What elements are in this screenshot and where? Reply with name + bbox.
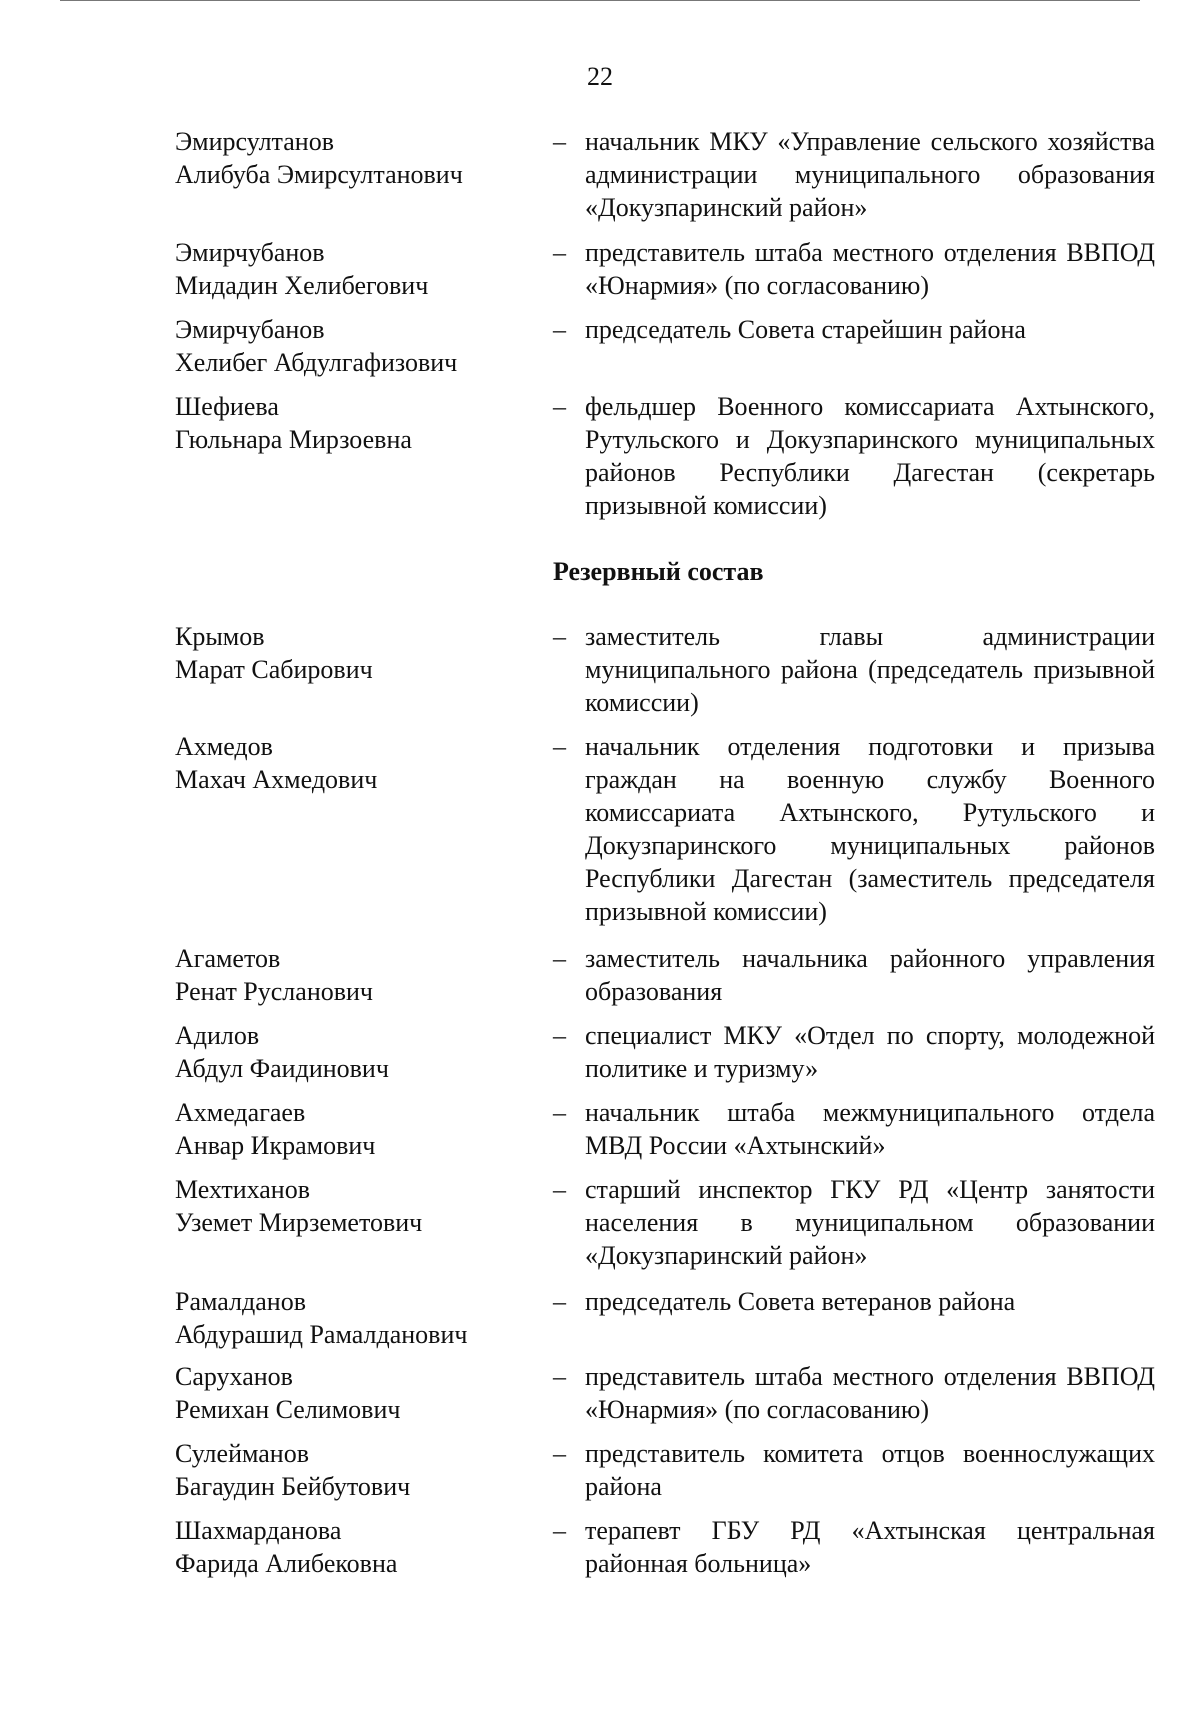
member-name (175, 942, 535, 1008)
member-given-name: Махач Ахмедович (175, 765, 378, 794)
member-name (175, 1096, 535, 1162)
dash: – (553, 1287, 566, 1316)
member-surname: Ахмедов (175, 732, 273, 761)
dash: – (553, 1439, 566, 1468)
member-surname: Эмирчубанов (175, 238, 325, 267)
dash: – (553, 315, 566, 344)
member-given-name: Ренат Русланович (175, 977, 373, 1006)
member-surname: Эмирчубанов (175, 315, 325, 344)
dash: – (553, 1175, 566, 1204)
member-surname: Сулейманов (175, 1439, 309, 1468)
dash: – (553, 238, 566, 267)
member-surname: Крымов (175, 622, 265, 651)
member-role: начальник МКУ «Управление сельского хозяйства администрации муниципального образования «Докузпаринский район» (585, 127, 1155, 222)
member-role: председатель Совета ветеранов района (585, 1287, 1016, 1316)
member-role: заместитель главы администрации муниципального района (председатель призывной комиссии) (585, 622, 1155, 717)
member-given-name: Уземет Мирземетович (175, 1208, 423, 1237)
member-role: старший инспектор ГКУ РД «Центр занятости населения в муниципальном образовании «Докузпаринский район» (585, 1175, 1155, 1270)
member-role: специалист МКУ «Отдел по спорту, молодежной политике и туризму» (585, 1021, 1155, 1083)
member-role: представитель штаба местного отделения ВВПОД «Юнармия» (по согласованию) (585, 1362, 1155, 1424)
section-title-reserve: Резервный состав (553, 557, 764, 586)
member-role: начальник отделения подготовки и призыва граждан на военную службу Военного комиссариата Ахтынского, Рутульского и Докузпаринского муниципальных районов Республики Дагестан (заместитель председателя призывной комиссии) (585, 732, 1155, 926)
member-role: начальник штаба межмуниципального отдела МВД России «Ахтынский» (585, 1098, 1155, 1160)
dash: – (553, 732, 566, 761)
member-name (175, 1437, 535, 1503)
member-role: представитель комитета отцов военнослужащих района (585, 1439, 1155, 1501)
member-given-name: Фарида Алибековна (175, 1549, 398, 1578)
dash: – (553, 127, 566, 156)
member-given-name: Марат Сабирович (175, 655, 373, 684)
dash: – (553, 1516, 566, 1545)
member-surname: Рамалданов (175, 1287, 306, 1316)
member-name (175, 730, 535, 796)
member-name (175, 1360, 535, 1426)
member-surname: Агаметов (175, 944, 281, 973)
member-role: терапевт ГБУ РД «Ахтынская центральная районная больница» (585, 1516, 1155, 1578)
member-given-name: Алибуба Эмирсултанович (175, 160, 463, 189)
member-surname: Шахмарданова (175, 1516, 342, 1545)
dash: – (553, 622, 566, 651)
member-role: представитель штаба местного отделения ВВПОД «Юнармия» (по согласованию) (585, 238, 1155, 300)
member-given-name: Абдурашид Рамалданович (175, 1320, 468, 1349)
dash: – (553, 1362, 566, 1391)
member-name (175, 236, 535, 302)
member-name (175, 1285, 535, 1351)
dash: – (553, 1098, 566, 1127)
member-surname: Адилов (175, 1021, 260, 1050)
member-surname: Саруханов (175, 1362, 293, 1391)
member-given-name: Абдул Фаидинович (175, 1054, 389, 1083)
member-name (175, 390, 535, 456)
member-name (175, 125, 535, 191)
member-name (175, 1173, 535, 1239)
member-role: фельдшер Военного комиссариата Ахтынского, Рутульского и Докузпаринского муниципальных районов Республики Дагестан (секретарь призывной комиссии) (585, 392, 1155, 520)
member-given-name: Хелибег Абдулгафизович (175, 348, 458, 377)
member-name (175, 1514, 535, 1580)
member-given-name: Багаудин Бейбутович (175, 1472, 411, 1501)
member-name (175, 1019, 535, 1085)
member-surname: Эмирсултанов (175, 127, 334, 156)
member-surname: Шефиева (175, 392, 279, 421)
member-given-name: Ремихан Селимович (175, 1395, 401, 1424)
member-given-name: Гюльнара Мирзоевна (175, 425, 412, 454)
top-rule (60, 0, 1140, 1)
member-name (175, 620, 535, 686)
member-name (175, 313, 535, 379)
member-given-name: Мидадин Хелибегович (175, 271, 429, 300)
dash: – (553, 1021, 566, 1050)
member-given-name: Анвар Икрамович (175, 1131, 376, 1160)
dash: – (553, 944, 566, 973)
dash: – (553, 392, 566, 421)
member-surname: Мехтиханов (175, 1175, 310, 1204)
member-role: председатель Совета старейшин района (585, 315, 1026, 344)
member-role: заместитель начальника районного управления образования (585, 944, 1155, 1006)
member-surname: Ахмедагаев (175, 1098, 306, 1127)
page-number: 22 (587, 62, 613, 91)
